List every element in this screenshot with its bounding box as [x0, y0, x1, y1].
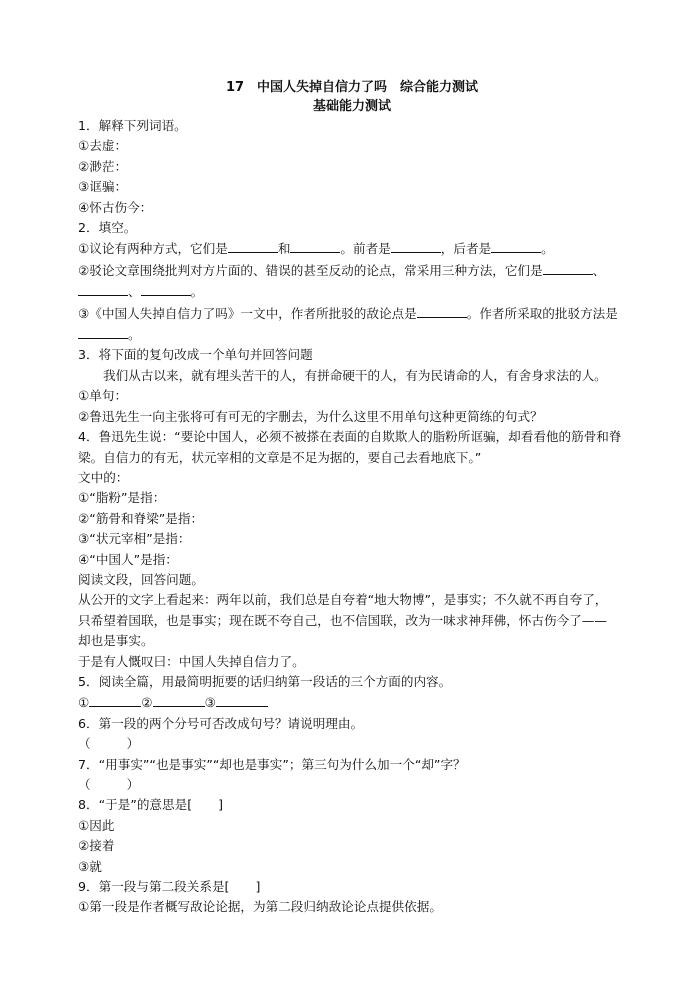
q2-b-text-2: 、 — [592, 262, 606, 278]
q8-bracket-close: ] — [218, 797, 224, 813]
q2-b-text-4: 。 — [190, 284, 204, 300]
q1-item-d: ④怀古伤今： — [78, 199, 153, 215]
document-title: 17 中国人失掉自信力了吗 综合能力测试 — [225, 80, 479, 95]
answer-blank[interactable] — [141, 281, 191, 296]
q2-item-b — [78, 260, 626, 281]
reading-passage-line-3: 却也是事实。 — [78, 633, 154, 649]
q2-a-text-2: 和 — [277, 241, 291, 257]
answer-blank[interactable] — [228, 238, 278, 253]
q6-paren-open: （ — [78, 736, 91, 752]
answer-blank[interactable] — [417, 303, 467, 318]
q7-answer — [78, 775, 626, 795]
q9-bracket-close: ] — [255, 879, 261, 895]
q4-line-1: 4．鲁迅先生说：“要论中国人，必须不被搽在表面的自欺欺人的脂粉所诓骗，却看看他的筋骨和脊 — [78, 429, 622, 445]
q1-item-b: ②渺茫： — [78, 158, 128, 174]
q3-quote: 我们从古以来，就有埋头苦干的人，有拼命硬干的人，有为民请命的人，有舍身求法的人。 — [103, 367, 607, 383]
reading-intro: 阅读文段，回答问题。 — [78, 571, 204, 587]
answer-blank[interactable] — [78, 281, 128, 296]
q3-item-a: ①单句： — [78, 388, 128, 404]
q5-answers — [78, 692, 626, 713]
q2-item-b-cont — [78, 281, 626, 302]
q3-item-b: ②鲁迅先生一向主张将可有可无的字删去，为什么这里不用单句这种更简练的句式？ — [78, 408, 543, 424]
answer-blank[interactable] — [78, 324, 128, 339]
q9-heading — [78, 877, 626, 897]
q2-b-text-1: ②驳论文章围绕批判对方片面的、错误的甚至反动的论点，常采用三种方法，它们是 — [78, 262, 543, 278]
q8-heading — [78, 795, 626, 815]
q4-item-a: ①“脂粉”是指： — [78, 490, 166, 506]
q1-item-c: ③诓骗： — [78, 179, 128, 195]
q4-prompt: 文中的： — [78, 469, 129, 485]
q8-option-b: ②接着 — [78, 838, 115, 854]
q2-item-c-cont — [78, 324, 626, 345]
q4-item-d: ④“中国人”是指： — [78, 551, 178, 567]
q6-answer — [78, 734, 626, 754]
q9-heading-text: 9．第一段与第二段关系是[ — [78, 879, 230, 895]
q2-a-text-1: ①议论有两种方式，它们是 — [78, 241, 228, 257]
q2-heading: 2．填空。 — [78, 220, 137, 236]
q5-heading: 5．阅读全篇，用最简明扼要的话归纳第一段话的三个方面的内容。 — [78, 673, 452, 689]
q2-item-c — [78, 303, 626, 324]
document-page — [78, 78, 626, 918]
q8-option-a: ①因此 — [78, 817, 115, 833]
q2-b-text-3: 、 — [128, 284, 141, 300]
q2-a-text-3: 。前者是 — [340, 241, 391, 257]
q2-c-text-1: ③《中国人失掉自信力了吗》一文中，作者所批驳的敌论点是 — [78, 305, 417, 321]
answer-blank[interactable] — [153, 692, 205, 707]
q8-option-c: ③就 — [78, 858, 102, 874]
q9-option-a: ①第一段是作者概写敌论论据，为第二段归纳敌论论点提供依据。 — [78, 899, 442, 915]
answer-blank[interactable] — [89, 692, 141, 707]
q6-paren-close: ） — [126, 736, 140, 752]
q1-item-a: ①去虚： — [78, 138, 128, 154]
q2-a-text-5: 。 — [541, 241, 554, 257]
reading-passage-line-2: 只希望着国联，也是事实；现在既不夸自己，也不信国联，改为一味求神拜佛，怀古伤今了—— — [78, 612, 607, 628]
q5-marker-3: ③ — [204, 695, 216, 711]
q7-paren-close: ） — [126, 777, 140, 792]
answer-blank[interactable] — [391, 238, 441, 253]
document-subtitle: 基础能力测试 — [312, 99, 391, 114]
q2-c-text-2: 。作者所采取的批驳方法是 — [466, 305, 618, 321]
q7-heading: 7．“用事实”“也是事实”“却也是事实”；第三句为什么加一个“却”字？ — [78, 756, 466, 772]
answer-blank[interactable] — [491, 238, 541, 253]
q2-a-text-4: ，后者是 — [440, 241, 492, 257]
q2-item-a — [78, 238, 626, 259]
answer-blank[interactable] — [290, 238, 340, 253]
q5-marker-1: ① — [78, 695, 90, 711]
q5-marker-2: ② — [141, 695, 153, 711]
q6-heading: 6．第一段的两个分号可否改成句号？请说明理由。 — [78, 715, 364, 731]
answer-blank[interactable] — [216, 692, 268, 707]
q8-heading-text: 8．“于是”的意思是[ — [78, 797, 193, 813]
q4-item-c: ③“状元宰相”是指： — [78, 531, 191, 547]
q7-paren-open: （ — [78, 777, 91, 792]
reading-passage-line-4: 于是有人慨叹曰：中国人失掉自信力了。 — [78, 653, 305, 669]
q1-heading: 1．解释下列词语。 — [78, 118, 187, 133]
q3-heading: 3．将下面的复句改成一个单句并回答问题 — [78, 347, 313, 363]
q2-c-text-3: 。 — [128, 327, 141, 343]
reading-passage-line-1: 从公开的文字上看起来：两年以前，我们总是自夸着“地大物博”，是事实；不久就不再自夸了， — [78, 592, 608, 608]
q4-line-2: 梁。自信力的有无，状元宰相的文章是不足为据的，要自己去看地底下。” — [78, 449, 482, 465]
answer-blank[interactable] — [543, 260, 593, 275]
q4-item-b: ②“筋骨和脊梁”是指： — [78, 510, 204, 526]
